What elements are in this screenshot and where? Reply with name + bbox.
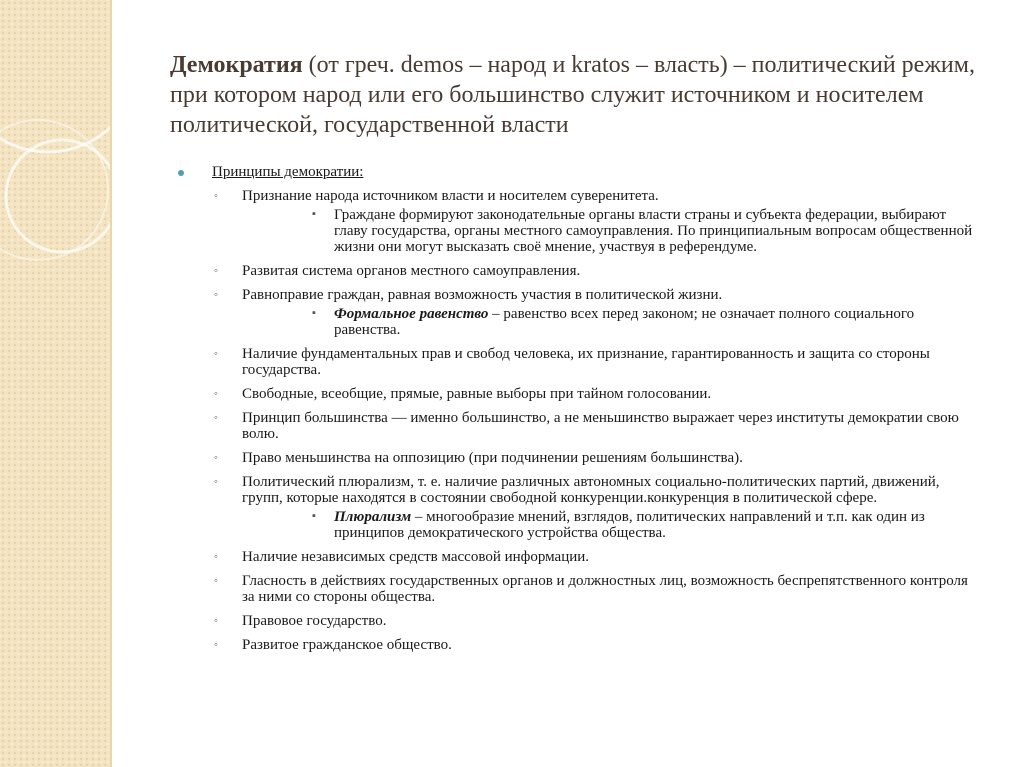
list-item-text: Свободные, всеобщие, прямые, равные выборы при тайном голосовании. [242, 386, 712, 402]
ring-bullet-icon: ◦ [214, 348, 218, 360]
ring-bullet-icon: ◦ [214, 575, 218, 587]
list-item [178, 450, 978, 466]
principles-heading-item [178, 164, 978, 180]
list-item-text: Гласность в действиях государственных органов и должностных лиц, возможность беспрепятственного контроля за ними со стороны общества. [242, 573, 968, 605]
ring-bullet-icon: ◦ [214, 551, 218, 563]
list-item [178, 386, 978, 402]
list-item-text: Правовое государство. [242, 613, 387, 629]
list-item [178, 613, 978, 629]
list-item [178, 346, 978, 378]
list-item-text: Развитое гражданское общество. [242, 637, 452, 653]
ring-bullet-icon: ◦ [214, 639, 218, 651]
decorative-band [0, 0, 112, 767]
list-item [178, 287, 978, 338]
sub-item-text: – многообразие мнений, взглядов, политических направлений и т.п. как один из принципов демократического устройства общества. [334, 509, 925, 541]
list-item-text: Наличие независимых средств массовой информации. [242, 549, 590, 565]
title-definition: (от греч. demos – народ и kratos – власть) – политический режим, при котором народ или его большинство служит источником и носителем политической, государственной власти [170, 52, 975, 138]
sub-item-term: Формальное равенство [334, 306, 489, 322]
ring-bullet-icon: ◦ [214, 265, 218, 277]
sub-list-item [242, 306, 978, 338]
bullet-dot-icon [178, 170, 184, 176]
ring-bullet-icon: ◦ [214, 190, 218, 202]
sub-list-item [242, 207, 978, 255]
list-item-text: Равноправие граждан, равная возможность участия в политической жизни. [242, 287, 723, 303]
list-item [178, 637, 978, 653]
list-item-text: Право меньшинства на оппозицию (при подчинении решениям большинства). [242, 450, 743, 466]
square-bullet-icon: ▪ [312, 208, 316, 220]
ring-bullet-icon: ◦ [214, 615, 218, 627]
sub-item-term: Плюрализм [334, 509, 412, 525]
list-item-text: Признание народа источником власти и носителем суверенитета. [242, 188, 659, 204]
list-item [178, 573, 978, 605]
decorative-circles [0, 0, 112, 767]
ring-bullet-icon: ◦ [214, 412, 218, 424]
content-list [178, 164, 978, 653]
sub-item-text: Граждане формируют законодательные органы власти страны и субъекта федерации, выбирают главу государства, органы местного самоуправления. По принципиальным вопросам общественной жизни они могут высказать своё мнение, участвуя в референдуме. [334, 207, 973, 255]
list-item [178, 474, 978, 541]
list-item [178, 188, 978, 255]
list-item [178, 410, 978, 442]
sub-list-item [242, 509, 978, 541]
list-item-text: Политический плюрализм, т. е. наличие различных автономных социально-политических партий, движений, групп, которые находятся в состоянии свободной конкуренции.конкуренция в политической сфере. [242, 474, 940, 506]
sub-item-text: – равенство всех перед законом; не означает полного социального равенства. [334, 306, 915, 338]
square-bullet-icon: ▪ [312, 510, 316, 522]
list-item [178, 549, 978, 565]
principles-heading: Принципы демократии: [212, 164, 364, 180]
square-bullet-icon: ▪ [312, 307, 316, 319]
list-item-text: Принцип большинства — именно большинство, а не меньшинство выражает через институты демократии свою волю. [242, 410, 959, 442]
ring-bullet-icon: ◦ [214, 476, 218, 488]
list-item-text: Наличие фундаментальных прав и свобод человека, их признание, гарантированность и защита со стороны государства. [242, 346, 930, 378]
title-term: Демократия [170, 52, 303, 78]
slide-title [170, 50, 980, 140]
list-item-text: Развитая система органов местного самоуправления. [242, 263, 581, 279]
ring-bullet-icon: ◦ [214, 289, 218, 301]
ring-bullet-icon: ◦ [214, 388, 218, 400]
ring-bullet-icon: ◦ [214, 452, 218, 464]
list-item [178, 263, 978, 279]
band-edge-line [110, 0, 112, 767]
